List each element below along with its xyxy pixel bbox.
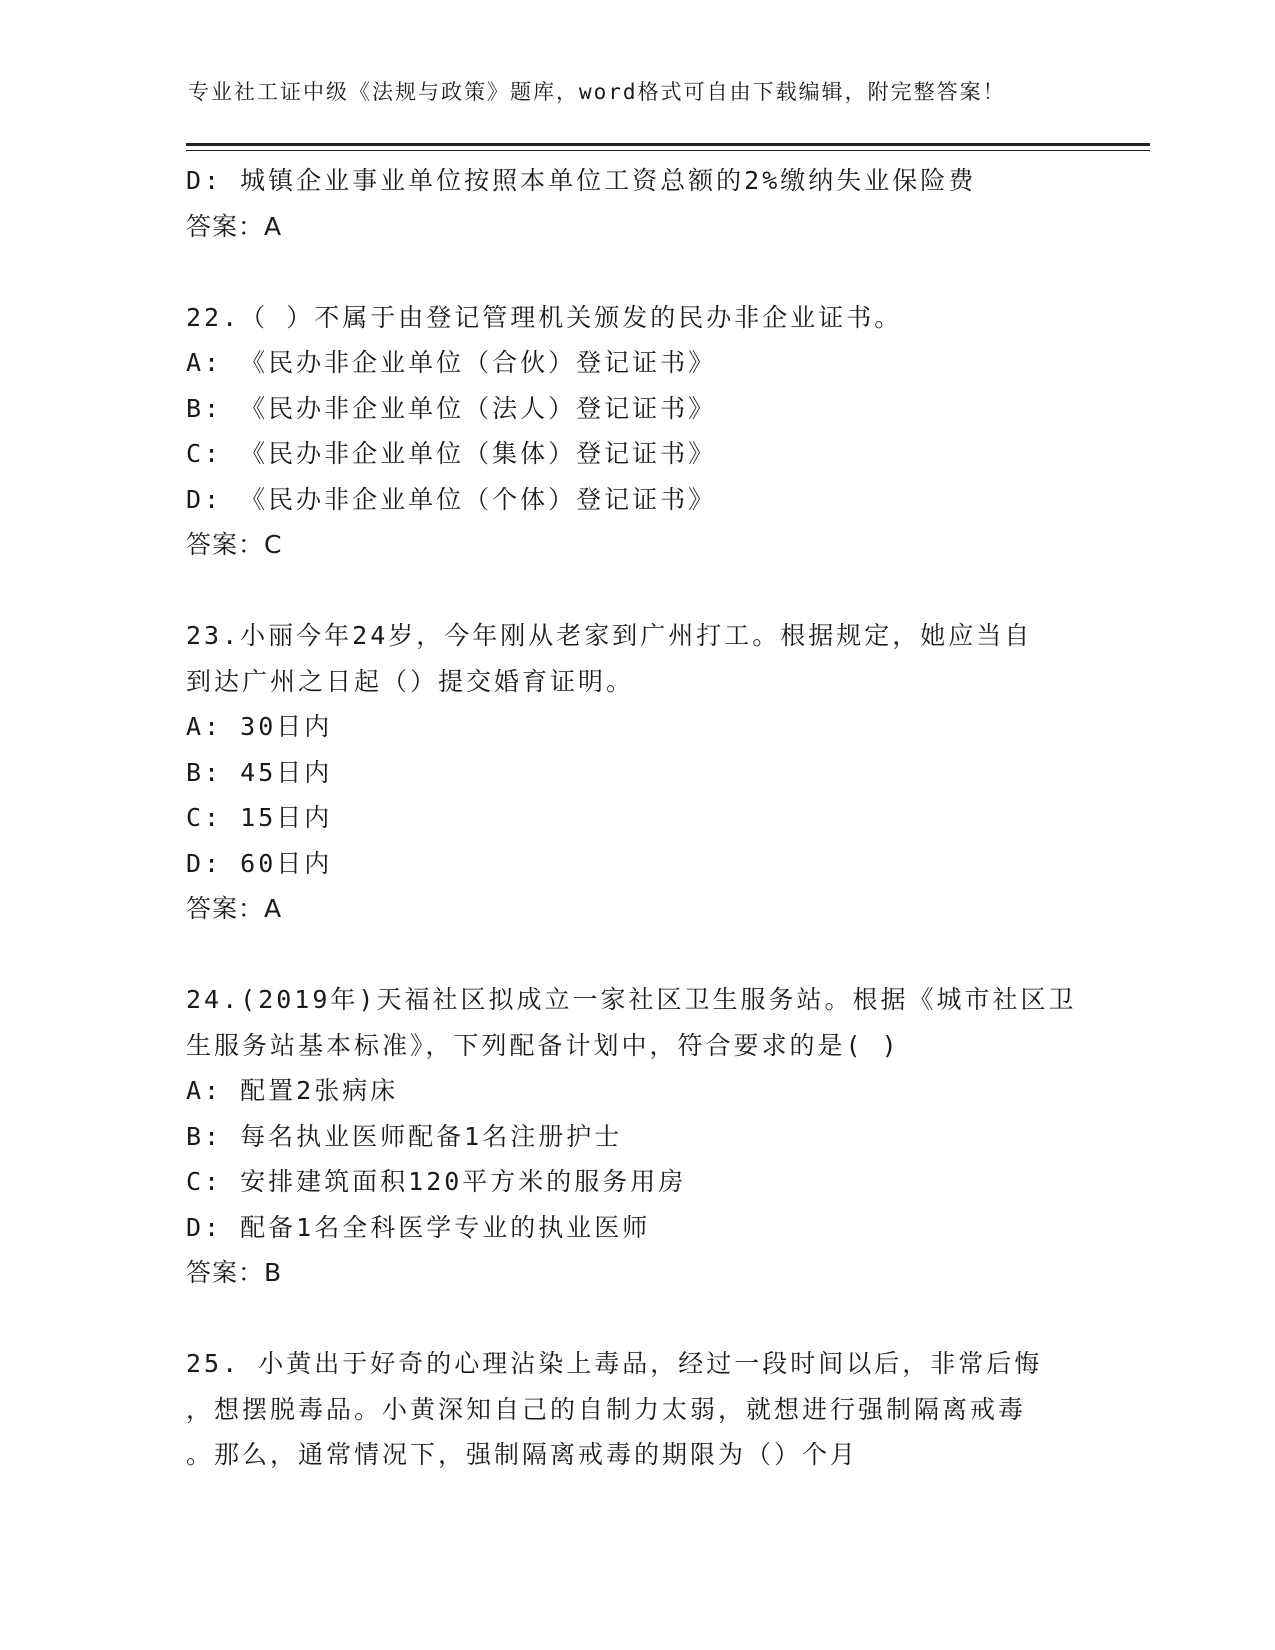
header-rule-thick (186, 143, 1150, 146)
question-25 (186, 1341, 1086, 1478)
option-a: A: 30日内 (186, 712, 333, 741)
question-stem-line-2: 到达广州之日起（）提交婚育证明。 (186, 666, 635, 696)
question-content (186, 158, 1086, 1478)
answer-line: 答案：B (186, 1258, 283, 1287)
option-d: D: 60日内 (186, 848, 333, 878)
option-d: D: 配备1名全科医学专业的执业医师 (186, 1212, 651, 1242)
option-b: B: 每名执业医师配备1名注册护士 (186, 1121, 623, 1151)
question-23 (186, 613, 1086, 932)
answer-line: 答案：A (186, 211, 283, 241)
question-stem-line-3: 。那么，通常情况下，强制隔离戒毒的期限为（）个月 (186, 1440, 859, 1469)
option-d: D: 城镇企业事业单位按照本单位工资总额的2%缴纳失业保险费 (186, 166, 977, 195)
option-c: C: 安排建筑面积120平方米的服务用房 (186, 1167, 687, 1196)
spacer (186, 568, 1086, 614)
question-stem-line-1: 25. 小黄出于好奇的心理沾染上毒品，经过一段时间以后，非常后悔 (186, 1349, 1043, 1378)
answer-line: 答案：C (186, 530, 283, 559)
option-a: A: 配置2张病床 (186, 1076, 399, 1105)
option-b: B: 45日内 (186, 757, 333, 787)
question-stem: 22.（ ）不属于由登记管理机关颁发的民办非企业证书。 (186, 302, 903, 332)
option-b: B: 《民办非企业单位（法人）登记证书》 (186, 393, 717, 423)
question-24 (186, 977, 1086, 1296)
answer-line: 答案：A (186, 894, 283, 923)
question-stem-line-1: 23.小丽今年24岁，今年刚从老家到广州打工。根据规定，她应当自 (186, 621, 1033, 650)
question-21 (186, 158, 1086, 249)
option-a: A: 《民办非企业单位（合伙）登记证书》 (186, 348, 717, 377)
option-c: C: 《民办非企业单位（集体）登记证书》 (186, 439, 717, 468)
option-c: C: 15日内 (186, 803, 333, 832)
question-stem-line-1: 24.(2019年)天福社区拟成立一家社区卫生服务站。根据《城市社区卫 (186, 985, 1077, 1014)
option-d: D: 《民办非企业单位（个体）登记证书》 (186, 484, 717, 514)
header-rule-thin (186, 150, 1150, 151)
question-stem-line-2: ，想摆脱毒品。小黄深知自己的自制力太弱，就想进行强制隔离戒毒 (186, 1394, 1027, 1424)
question-stem-line-2: 生服务站基本标准》，下列配备计划中，符合要求的是( ) (186, 1030, 900, 1060)
spacer (186, 932, 1086, 978)
spacer (186, 1296, 1086, 1342)
spacer (186, 249, 1086, 295)
page-header: 专业社工证中级《法规与政策》题库，word格式可自由下载编辑，附完整答案！ (188, 80, 1006, 104)
question-22 (186, 295, 1086, 568)
